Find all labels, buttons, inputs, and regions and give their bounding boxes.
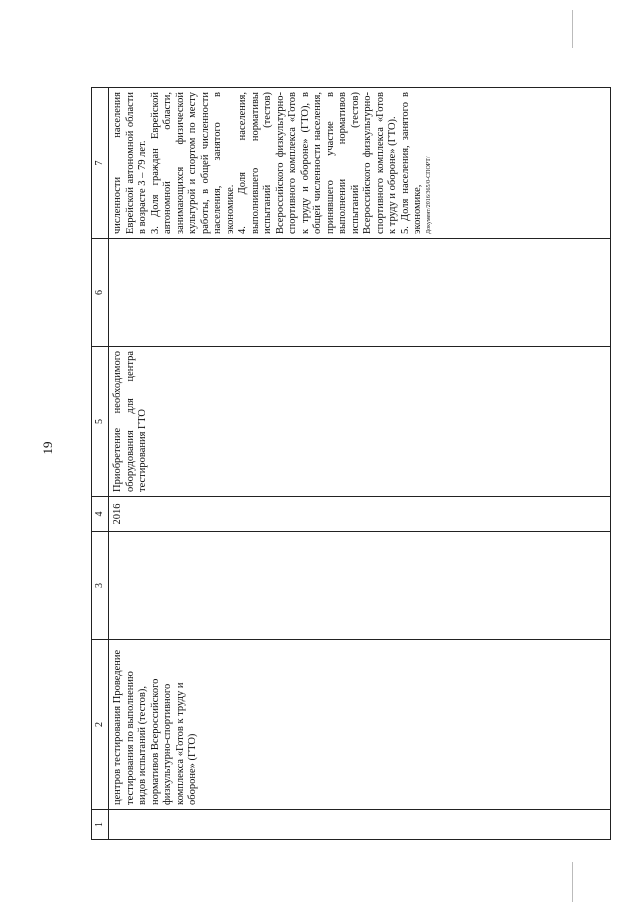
header-row — [92, 88, 109, 840]
col-header-6: 6 — [92, 239, 109, 347]
indicator-text-1: численности населения Еврейской автономной области в возрасте 3 – 79 лет. — [112, 92, 148, 234]
scan-mark-bottom — [572, 862, 573, 902]
indicator-text-2: 3. Доля граждан Еврейской автономной области, занимающихся физической культурой и спортом по месту работы, в общей численности населения, занятого в экономике. — [149, 92, 236, 234]
cell-7-indicators — [109, 88, 611, 239]
col-header-3: 3 — [92, 532, 109, 640]
scan-mark-top — [572, 10, 573, 48]
cell-6 — [109, 239, 611, 347]
program-table — [91, 87, 611, 840]
col-header-5: 5 — [92, 347, 109, 497]
col-header-4: 4 — [92, 497, 109, 532]
cell-5-description: Приобретение необходимого оборудования для центра тестирования ГТО — [109, 347, 611, 497]
table-row — [109, 88, 611, 840]
cell-3 — [109, 532, 611, 640]
page-number: 19 — [40, 441, 55, 455]
cell-4-year: 2016 — [109, 497, 611, 532]
cell-2-activity: центров тестирования Проведение тестирования по выполнению видов испытаний (тестов), нормативов Всероссийского физкультурно-спортивного комплекса «Готов к труду и обороне» (ГТО) — [109, 640, 611, 810]
indicator-text-3: 4. Доля населения, выполнившего нормативы испытаний (тестов) Всероссийского физкультурно-спортивного комплекса «Готов к труду и обороне» (ГТО), в общей численности населения, принявшего участие в выполнении нормативов испытаний (тестов) Всероссийского физкультурно-спортивного комплекса «Готов к труду и обороне» (ГТО). — [237, 92, 398, 234]
indicator-text-4: 5. Доля населения, занятого в экономике, — [399, 92, 423, 234]
cell-1 — [109, 810, 611, 840]
rotated-table-container — [91, 88, 611, 840]
col-header-7: 7 — [92, 88, 109, 239]
col-header-2: 2 — [92, 640, 109, 810]
col-header-1: 1 — [92, 810, 109, 840]
document-stamp: Документ/2016/365/0-СПОРТ/ — [425, 156, 432, 234]
